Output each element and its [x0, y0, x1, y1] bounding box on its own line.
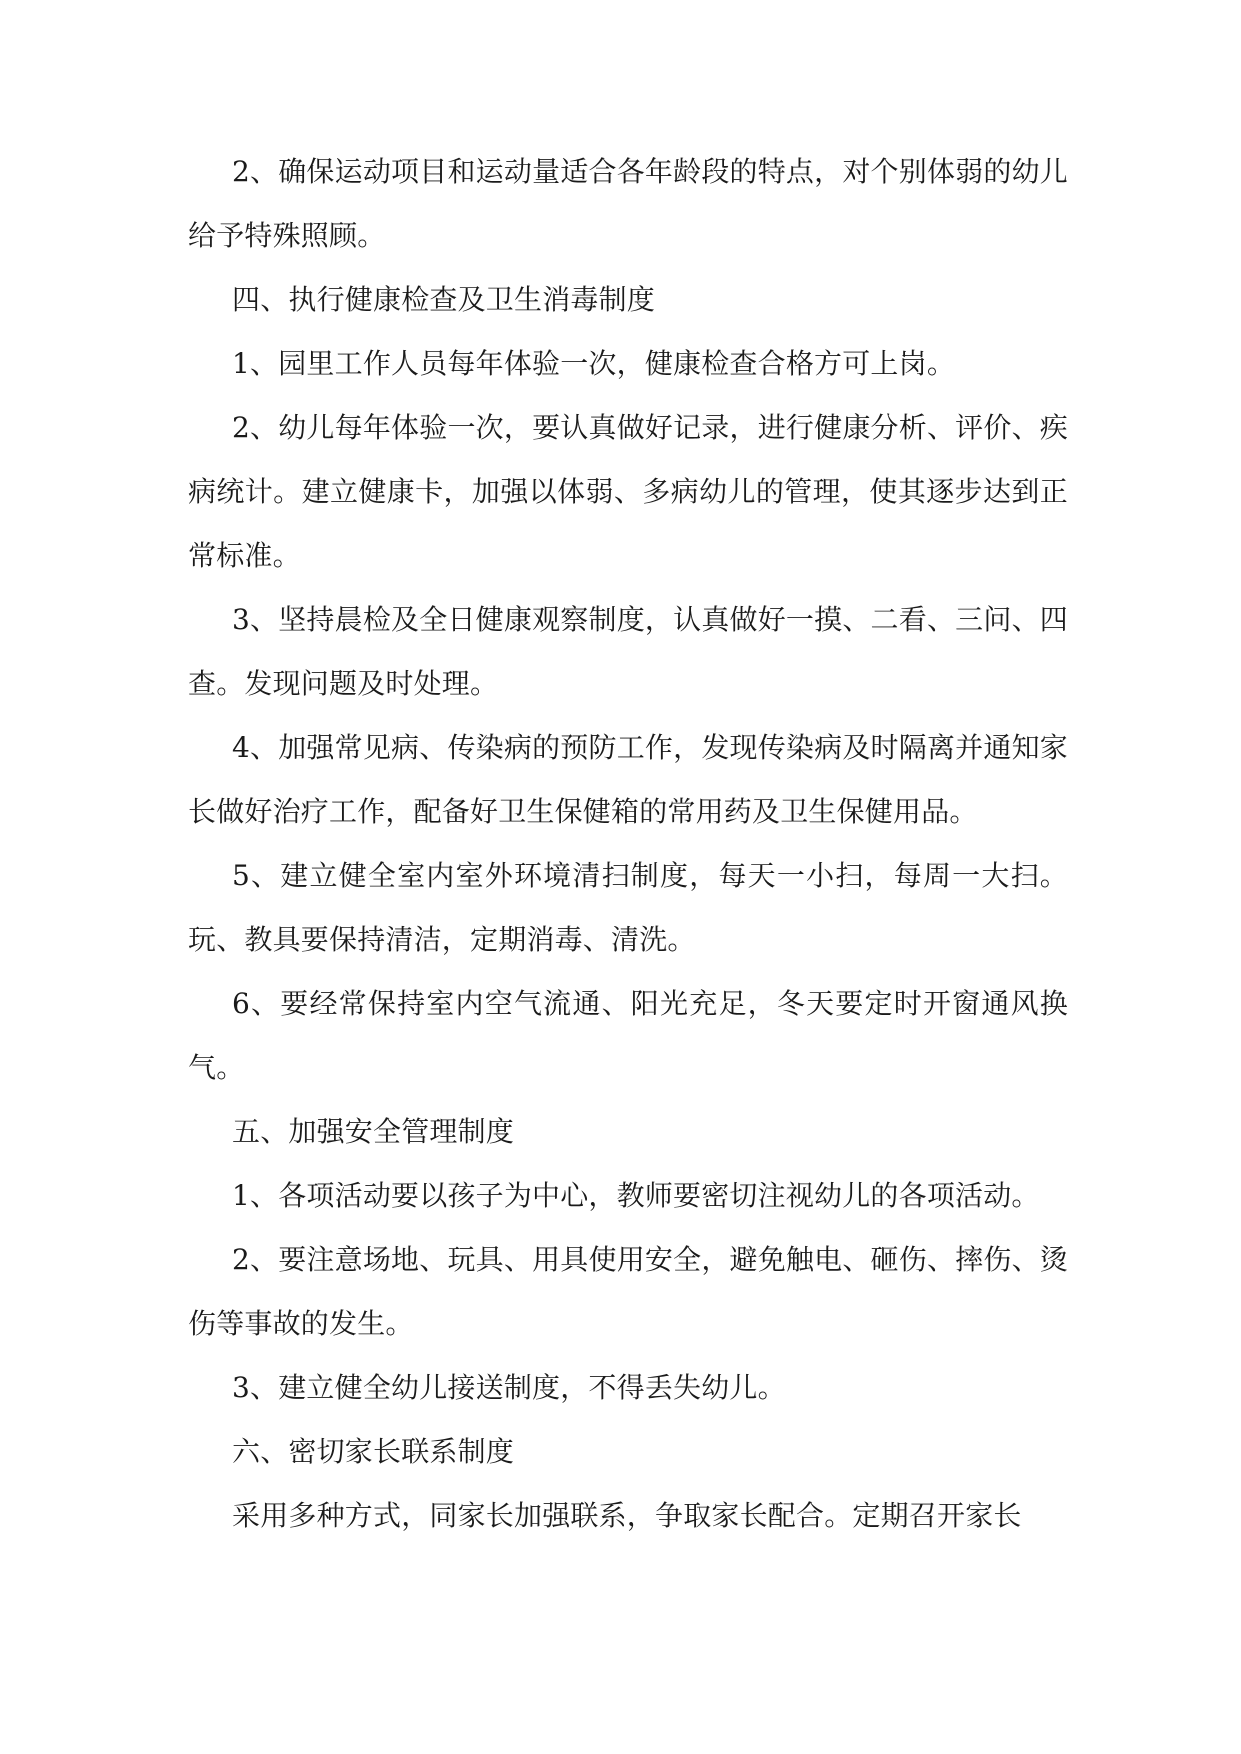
- paragraph: 3、坚持晨检及全日健康观察制度，认真做好一摸、二看、三问、四查。发现问题及时处理。: [188, 603, 1068, 700]
- paragraph: 采用多种方式，同家长加强联系，争取家长配合。定期召开家长: [232, 1499, 1022, 1532]
- paragraph: 1、园里工作人员每年体验一次，健康检查合格方可上岗。: [232, 347, 956, 380]
- section-heading: 四、执行健康检查及卫生消毒制度: [232, 283, 656, 316]
- paragraph: 6、要经常保持室内空气流通、阳光充足，冬天要定时开窗通风换气。: [188, 987, 1068, 1084]
- paragraph: 4、加强常见病、传染病的预防工作，发现传染病及时隔离并通知家长做好治疗工作，配备好卫生保健箱的常用药及卫生保健用品。: [188, 731, 1068, 828]
- paragraph: 3、建立健全幼儿接送制度，不得丢失幼儿。: [232, 1371, 786, 1404]
- document-body: [188, 140, 1068, 1548]
- section-heading: 五、加强安全管理制度: [232, 1115, 515, 1148]
- paragraph: 5、建立健全室内室外环境清扫制度，每天一小扫，每周一大扫。玩、教具要保持清洁，定期消毒、清洗。: [188, 859, 1068, 956]
- paragraph: 1、各项活动要以孩子为中心，教师要密切注视幼儿的各项活动。: [232, 1179, 1040, 1212]
- paragraph: 2、确保运动项目和运动量适合各年龄段的特点，对个别体弱的幼儿给予特殊照顾。: [188, 155, 1068, 252]
- paragraph: 2、要注意场地、玩具、用具使用安全，避免触电、砸伤、摔伤、烫伤等事故的发生。: [188, 1243, 1068, 1340]
- paragraph: 2、幼儿每年体验一次，要认真做好记录，进行健康分析、评价、疾病统计。建立健康卡，加强以体弱、多病幼儿的管理，使其逐步达到正常标准。: [188, 411, 1068, 572]
- section-heading: 六、密切家长联系制度: [232, 1435, 515, 1468]
